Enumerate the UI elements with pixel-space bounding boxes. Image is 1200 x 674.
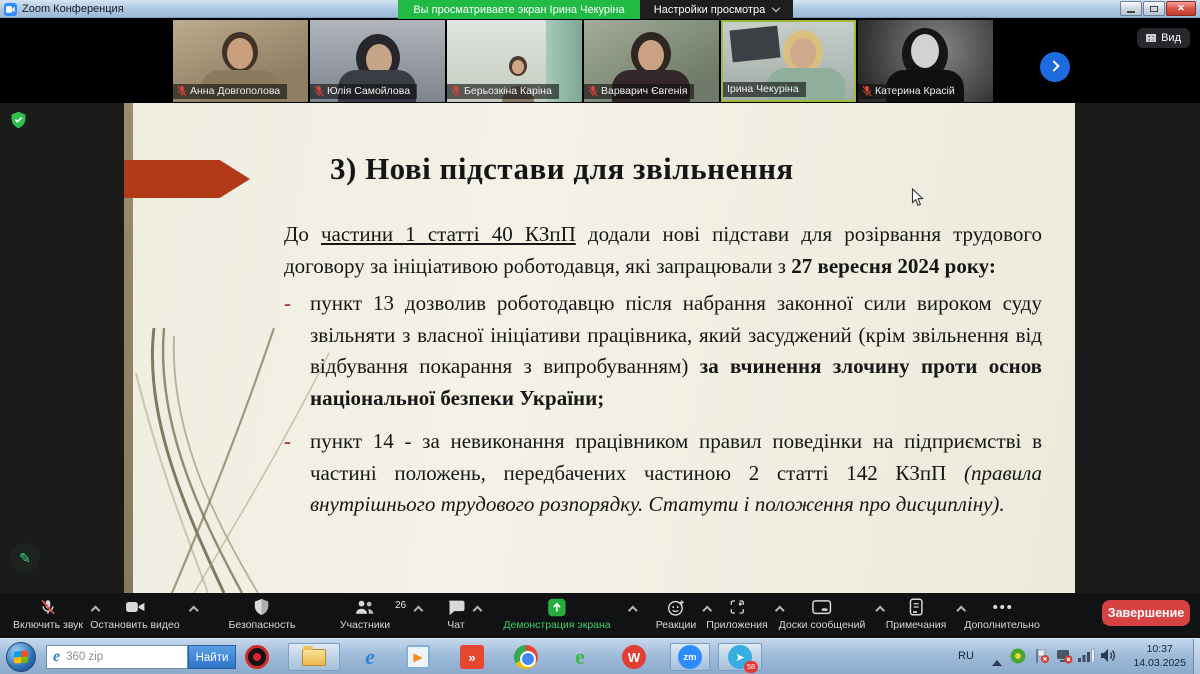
participant-nametag [310, 84, 417, 99]
whiteboard-icon [812, 597, 832, 617]
whiteboard-button[interactable] [779, 597, 866, 631]
viewing-screen-banner: Вы просматриваете экран Ірина Чекуріна [398, 0, 640, 19]
participant-face [227, 38, 253, 69]
restore-button[interactable] [1143, 1, 1165, 16]
reactions-icon [667, 597, 686, 617]
search-find-button[interactable]: Найти [188, 645, 236, 669]
view-settings-label: Настройки просмотра [653, 3, 766, 16]
taskbar-app-360-browser[interactable] [566, 643, 594, 671]
participant-name: Катерина Красій [875, 85, 955, 97]
notes-icon [909, 597, 924, 617]
zoom-app-icon [4, 3, 17, 16]
stop-video-label: Остановить видео [90, 619, 180, 631]
view-button[interactable] [1137, 28, 1190, 48]
participants-button[interactable] [339, 597, 407, 631]
more-dots-icon [992, 597, 1012, 617]
unmute-label: Включить звук [12, 619, 84, 631]
whiteboard-options-chevron[interactable] [875, 606, 885, 616]
taskbar-app-red-tool[interactable] [458, 643, 486, 671]
close-button[interactable]: ✕ [1166, 1, 1196, 16]
taskbar-app-zoom[interactable] [670, 643, 710, 671]
minimize-button[interactable] [1120, 1, 1142, 16]
taskbar-app-internet-explorer[interactable] [356, 643, 384, 671]
annotation-pencil-button[interactable]: ✎ [10, 543, 40, 573]
participant-tile[interactable] [173, 20, 308, 102]
window-titlebar [0, 0, 1200, 18]
participant-tile[interactable] [447, 20, 582, 102]
apps-label: Приложения [706, 619, 768, 631]
whiteboard-label: Доски сообщений [778, 619, 866, 631]
participants-options-chevron[interactable] [414, 606, 424, 616]
participant-video [729, 26, 780, 63]
apps-icon [728, 597, 746, 617]
share-screen-label: Демонстрация экрана [503, 619, 611, 631]
muted-mic-icon [177, 85, 187, 97]
participants-label: Участники [339, 619, 391, 631]
participants-icon [354, 597, 376, 617]
notes-button[interactable] [886, 597, 947, 631]
share-screen-icon [547, 597, 566, 617]
taskbar-search-box[interactable] [46, 645, 188, 669]
participant-face [911, 34, 939, 68]
slide-paragraph: До частини 1 статті 40 КЗпП додали нові підстави для розірвання трудового договору за ініціативою роботодавця, які запрацювали з 27 вересня 2024 року: [284, 222, 1042, 278]
mouse-cursor [911, 188, 924, 207]
windows-logo-icon [14, 651, 28, 664]
window-controls [1119, 1, 1196, 16]
zoom-zm-icon: zm [678, 645, 702, 669]
share-screen-button[interactable] [503, 597, 610, 631]
participant-nametag [447, 84, 559, 99]
folder-icon [302, 649, 326, 666]
slide-title: 3) Нові підстави для звільнення [330, 151, 794, 186]
security-shield-icon [10, 111, 27, 134]
slide-bullet: - пункт 14 - за невиконання працівником правил поведінки на підприємстві в частині положень, передбачених частиною 2 статті 142 КЗпП (правила внутрішнього трудового розпорядку. Статути і положення про дисципліну). [284, 429, 1042, 516]
browser-e-icon: e [53, 648, 61, 665]
tray-360-icon[interactable] [1010, 648, 1026, 669]
telegram-icon: ➤ 58 [728, 645, 752, 669]
muted-mic-icon [588, 85, 598, 97]
taskbar-app-wps[interactable] [620, 643, 648, 671]
presentation-slide [124, 103, 1075, 593]
share-options-chevron[interactable] [628, 606, 638, 616]
start-button[interactable] [6, 642, 36, 672]
security-button[interactable] [229, 597, 296, 631]
participant-tile-speaking[interactable] [721, 20, 856, 102]
taskbar-app-telegram[interactable] [718, 643, 762, 671]
video-options-chevron[interactable] [189, 606, 199, 616]
telegram-unread-badge: 58 [744, 661, 758, 673]
chrome-icon [514, 645, 538, 669]
clock-time: 10:37 [1146, 643, 1173, 655]
more-button[interactable] [964, 597, 1040, 631]
participant-face [638, 40, 664, 71]
taskbar-clock[interactable] [1133, 642, 1186, 670]
reactions-button[interactable] [656, 597, 697, 631]
window-title: Zoom Конференция [22, 3, 124, 15]
participant-nametag [858, 84, 962, 99]
windows-taskbar [0, 638, 1200, 674]
more-label: Дополнительно [964, 619, 1040, 631]
slide-bullet: - пункт 13 дозволив роботодавцю після набрання законної сили вироком суду звільняти з власної ініціативи працівника, який засуджений (крім звільнення від відбування покарання з випробуванням) за вчинення злочину проти основ національної безпеки України; [284, 291, 1043, 410]
stop-video-button[interactable] [90, 597, 179, 631]
volume-icon[interactable] [1100, 648, 1116, 668]
participants-count-badge: 26 [394, 600, 407, 611]
slide-body [284, 215, 1042, 521]
mic-muted-icon [39, 597, 57, 617]
hidden-icons-arrow[interactable] [992, 653, 1002, 671]
participant-tile[interactable] [310, 20, 445, 102]
participant-face [790, 38, 816, 69]
meeting-toolbar [0, 593, 1200, 638]
media-player-icon: ▶ [406, 645, 430, 669]
notes-label: Примечания [885, 619, 947, 631]
show-desktop-button[interactable] [1193, 639, 1200, 674]
participant-face [512, 60, 524, 74]
camera-icon [125, 597, 145, 617]
language-indicator[interactable]: RU [958, 650, 974, 662]
grid-view-icon [1146, 34, 1156, 42]
slide-arrow-accent [124, 160, 250, 198]
muted-mic-icon [862, 85, 872, 97]
taskbar-app-360-security[interactable] [243, 643, 271, 671]
chat-label: Чат [447, 619, 465, 631]
shield-icon [254, 597, 270, 617]
chat-icon [447, 597, 465, 617]
action-center-flag-icon[interactable] [1034, 648, 1050, 669]
participant-strip [0, 19, 1200, 103]
participant-name: Юлія Самойлова [327, 85, 411, 97]
participant-nametag [723, 82, 806, 97]
search-query-text: 360 zip [66, 651, 104, 663]
participant-name: Берьозкіна Каріна [464, 85, 552, 97]
taskbar-app-chrome[interactable] [512, 643, 540, 671]
apps-button[interactable] [706, 597, 767, 631]
unmute-button[interactable] [13, 597, 83, 631]
participant-tile[interactable] [584, 20, 719, 102]
wps-office-icon: W [622, 645, 646, 669]
view-settings-button[interactable] [640, 0, 793, 19]
participant-name: Варварич Євгенія [601, 85, 688, 97]
muted-mic-icon [314, 85, 324, 97]
next-participants-button[interactable] [1040, 52, 1070, 82]
participant-name: Ірина Чекуріна [727, 83, 799, 95]
security-label: Безопасность [228, 619, 296, 631]
taskbar-app-media-player[interactable] [404, 643, 432, 671]
participant-nametag [584, 84, 694, 99]
chat-options-chevron[interactable] [473, 606, 483, 616]
view-button-label: Вид [1161, 32, 1181, 44]
chevron-down-icon [772, 4, 780, 12]
device-error-icon[interactable] [1056, 648, 1073, 669]
reactions-label: Реакции [655, 619, 697, 631]
muted-mic-icon [451, 85, 461, 97]
green-e-browser-icon: e [575, 644, 585, 669]
red-diamond-icon: » [460, 645, 484, 669]
network-signal-icon[interactable] [1078, 648, 1095, 667]
end-meeting-button[interactable]: Завершение [1102, 600, 1190, 626]
internet-explorer-icon: e [365, 644, 375, 669]
participant-nametag [173, 84, 287, 99]
chevron-right-icon [1048, 60, 1059, 71]
clock-date: 14.03.2025 [1133, 657, 1186, 669]
participant-name: Анна Довгополова [190, 85, 281, 97]
taskbar-app-explorer[interactable] [288, 643, 340, 671]
360-security-icon [245, 645, 269, 669]
participant-tile[interactable] [858, 20, 993, 102]
shared-screen-area [0, 103, 1200, 593]
chat-button[interactable] [447, 597, 465, 631]
